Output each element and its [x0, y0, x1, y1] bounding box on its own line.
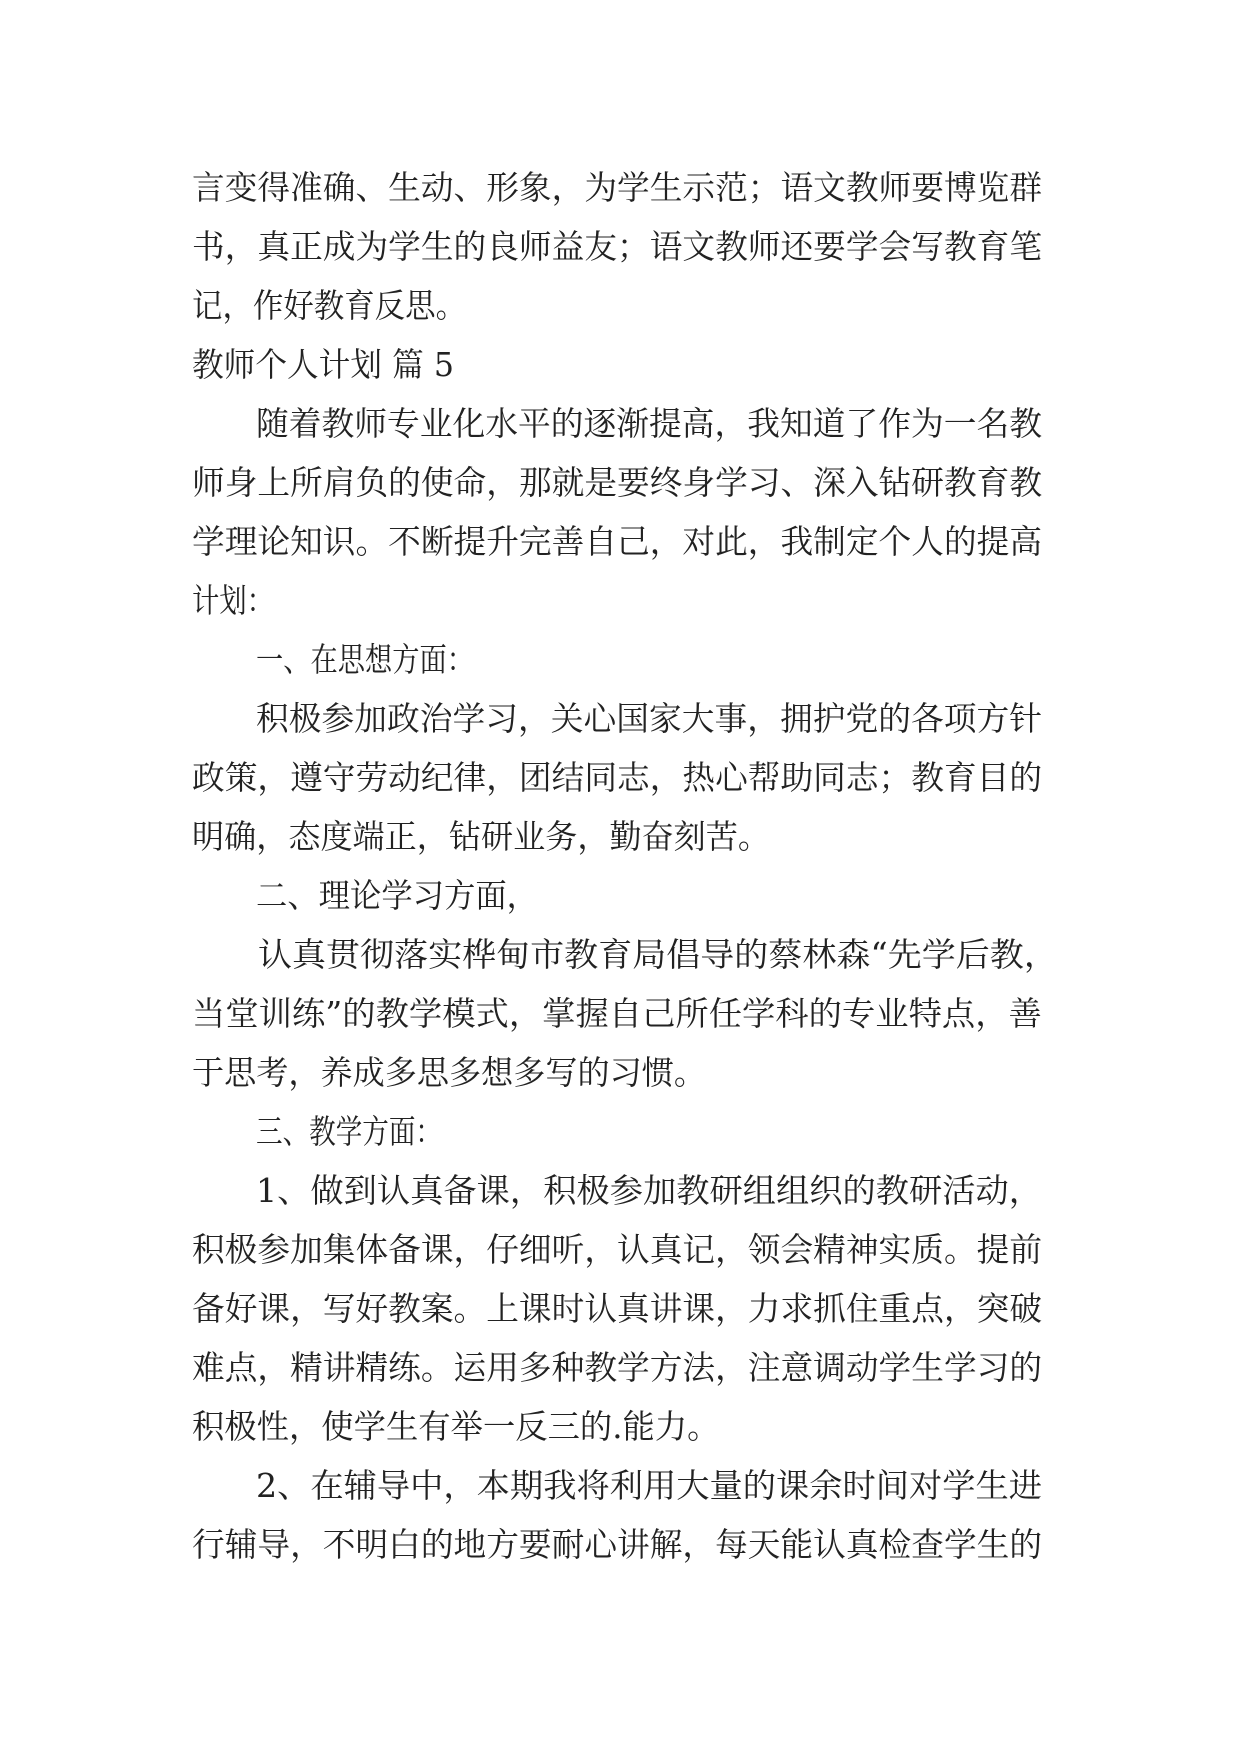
text-line: 2、在辅导中，本期我将利用大量的课余时间对学生进 [256, 1466, 1043, 1505]
text-line: 积极性，使学生有举一反三的.能力。 [192, 1407, 720, 1446]
text-line: 教师个人计划 篇 5 [192, 345, 454, 384]
text-line: 1、做到认真备课，积极参加教研组组织的教研活动， [256, 1171, 1043, 1210]
text-line: 积极参加集体备课，仔细听，认真记，领会精神实质。提前 [192, 1230, 1043, 1269]
text-line: 记，作好教育反思。 [192, 286, 467, 325]
text-line: 明确，态度端正，钻研业务，勤奋刻苦。 [192, 817, 771, 856]
text-line: 难点，精讲精练。运用多种教学方法，注意调动学生学习的 [192, 1348, 1043, 1387]
text-line: 随着教师专业化水平的逐渐提高，我知道了作为一名教 [256, 404, 1042, 443]
text-line: 二、理论学习方面， [256, 876, 539, 915]
text-line: 备好课，写好教案。上课时认真讲课，力求抓住重点，突破 [192, 1289, 1043, 1328]
text-line: 三、教学方面： [256, 1112, 443, 1151]
text-line: 师身上所肩负的使命，那就是要终身学习、深入钻研教育教 [192, 463, 1043, 502]
text-line: 书，真正成为学生的良师益友；语文教师还要学会写教育笔 [192, 227, 1043, 266]
text-line: 认真贯彻落实桦甸市教育局倡导的蔡林森“先学后教， [258, 935, 1058, 974]
text-line: 学理论知识。不断提升完善自己，对此，我制定个人的提高 [192, 522, 1043, 561]
text-line: 积极参加政治学习，关心国家大事，拥护党的各项方针 [256, 699, 1042, 738]
text-line: 当堂训练”的教学模式，掌握自己所任学科的专业特点，善 [192, 994, 1042, 1033]
text-line: 言变得准确、生动、形象，为学生示范；语文教师要博览群 [192, 168, 1043, 207]
text-line: 计划： [192, 581, 275, 620]
text-line: 一、在思想方面： [256, 640, 475, 679]
text-line: 于思考，养成多思多想多写的习惯。 [192, 1053, 707, 1092]
text-line: 政策，遵守劳动纪律，团结同志，热心帮助同志；教育目的 [192, 758, 1043, 797]
text-line: 行辅导，不明白的地方要耐心讲解，每天能认真检查学生的 [192, 1525, 1043, 1564]
